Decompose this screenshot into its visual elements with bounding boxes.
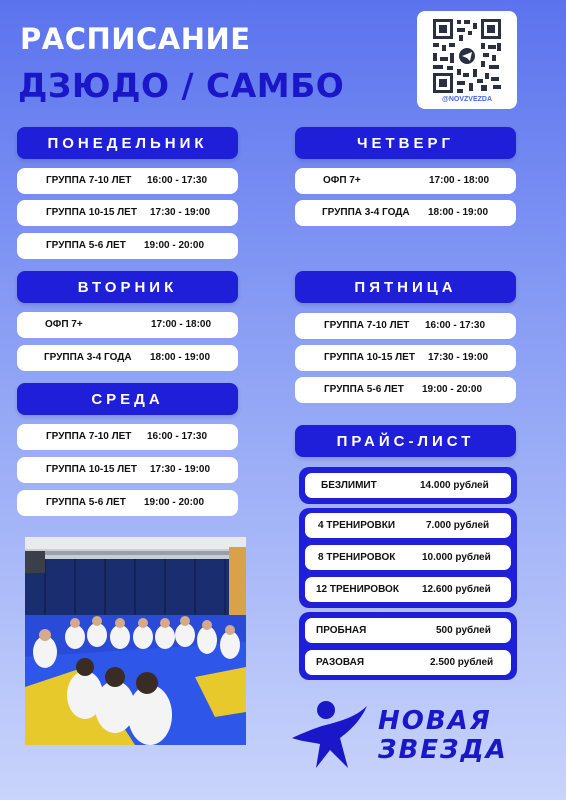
time-label: 16:00 - 17:30 (147, 175, 208, 186)
page-title-line2: ДЗЮДО / САМБО (18, 66, 345, 105)
price-group-single (299, 612, 517, 680)
schedule-row (295, 313, 516, 339)
time-label: 16:00 - 17:30 (425, 320, 486, 331)
price-name: БЕЗЛИМИТ (321, 480, 377, 491)
time-label: 17:00 - 18:00 (429, 175, 490, 186)
price-row (305, 473, 511, 498)
social-handle: @NOVZVEZDA (442, 96, 492, 103)
time-label: 19:00 - 20:00 (144, 497, 205, 508)
group-label: ГРУППА 7-10 ЛЕТ (46, 175, 132, 186)
day-header-wednesday: СРЕДА (17, 383, 238, 415)
price-row (305, 513, 511, 538)
schedule-row (295, 168, 516, 194)
time-label: 16:00 - 17:30 (147, 431, 208, 442)
day-header-thursday: ЧЕТВЕРГ (295, 127, 516, 159)
time-label: 18:00 - 19:00 (150, 352, 211, 363)
group-label: ОФП 7+ (323, 175, 361, 186)
group-label: ГРУППА 5-6 ЛЕТ (46, 497, 126, 508)
schedule-row (17, 424, 238, 450)
time-label: 19:00 - 20:00 (422, 384, 483, 395)
price-name: 12 ТРЕНИРОВОК (316, 584, 399, 595)
day-header-monday: ПОНЕДЕЛЬНИК (17, 127, 238, 159)
schedule-row (17, 457, 238, 483)
price-value: 7.000 рублей (426, 520, 490, 531)
group-label: ГРУППА 7-10 ЛЕТ (324, 320, 410, 331)
price-list-header: ПРАЙС-ЛИСТ (295, 425, 516, 457)
day-header-friday: ПЯТНИЦА (295, 271, 516, 303)
schedule-row (17, 345, 238, 371)
price-row (305, 545, 511, 570)
time-label: 19:00 - 20:00 (144, 240, 205, 251)
schedule-row (17, 200, 238, 226)
group-label: ГРУППА 5-6 ЛЕТ (324, 384, 404, 395)
star-figure-icon (290, 700, 368, 770)
group-label: ГРУППА 10-15 ЛЕТ (46, 464, 137, 475)
group-label: ОФП 7+ (45, 319, 83, 330)
price-name: ПРОБНАЯ (316, 625, 367, 636)
time-label: 17:30 - 19:00 (428, 352, 489, 363)
schedule-row (17, 168, 238, 194)
group-label: ГРУППА 3-4 ГОДА (322, 207, 410, 218)
group-label: ГРУППА 7-10 ЛЕТ (46, 431, 132, 442)
price-value: 500 рублей (436, 625, 491, 636)
logo-text-line2: ЗВЕЗДА (378, 735, 508, 765)
day-header-tuesday: ВТОРНИК (17, 271, 238, 303)
price-value: 2.500 рублей (430, 657, 494, 668)
price-value: 12.600 рублей (422, 584, 491, 595)
price-name: РАЗОВАЯ (316, 657, 365, 668)
schedule-row (295, 377, 516, 403)
price-row (305, 618, 511, 643)
schedule-row (295, 200, 516, 226)
time-label: 18:00 - 19:00 (428, 207, 489, 218)
time-label: 17:30 - 19:00 (150, 207, 211, 218)
schedule-row (17, 312, 238, 338)
time-label: 17:00 - 18:00 (151, 319, 212, 330)
qr-code-icon (431, 17, 503, 95)
schedule-row (295, 345, 516, 371)
group-label: ГРУППА 10-15 ЛЕТ (324, 352, 415, 363)
schedule-row (17, 233, 238, 259)
group-label: ГРУППА 5-6 ЛЕТ (46, 240, 126, 251)
group-label: ГРУППА 3-4 ГОДА (44, 352, 132, 363)
price-value: 14.000 рублей (420, 480, 489, 491)
price-group-packages (299, 508, 517, 608)
price-value: 10.000 рублей (422, 552, 491, 563)
price-row (305, 577, 511, 602)
time-label: 17:30 - 19:00 (150, 464, 211, 475)
logo-text-line1: НОВАЯ (378, 706, 492, 736)
qr-card[interactable] (417, 11, 517, 109)
price-name: 4 ТРЕНИРОВКИ (318, 520, 396, 531)
page-title-line1: РАСПИСАНИЕ (20, 22, 251, 56)
group-label: ГРУППА 10-15 ЛЕТ (46, 207, 137, 218)
schedule-row (17, 490, 238, 516)
price-row (305, 650, 511, 675)
price-group-unlimited (299, 467, 517, 504)
judo-kids-photo (25, 537, 246, 745)
price-name: 8 ТРЕНИРОВОК (318, 552, 396, 563)
